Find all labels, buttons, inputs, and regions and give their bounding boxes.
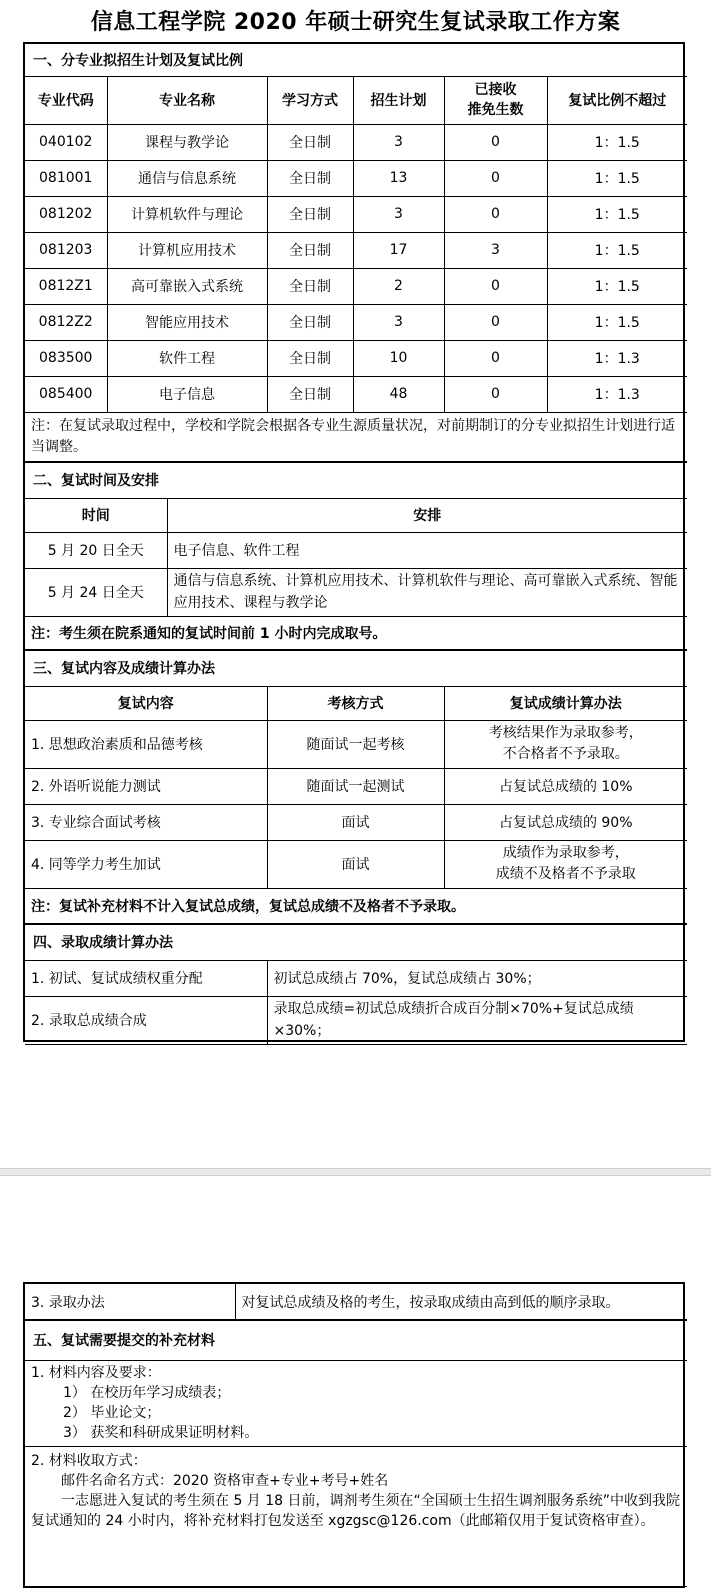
col-header-time: 时间 bbox=[25, 498, 167, 532]
cell-ratio: 1：1.5 bbox=[547, 196, 687, 232]
cell-content: 1. 思想政治素质和品德考核 bbox=[25, 720, 267, 768]
cell-calc: 占复试总成绩的 90% bbox=[444, 804, 687, 840]
cell-mode: 全日制 bbox=[267, 232, 353, 268]
table-row bbox=[25, 960, 687, 996]
col-header-name: 专业名称 bbox=[107, 76, 267, 124]
cell-name: 电子信息 bbox=[107, 376, 267, 412]
header-recommend-line2: 推免生数 bbox=[467, 102, 524, 118]
collect-title: 2. 材料收取方式： bbox=[31, 1452, 147, 1469]
cell-mode: 全日制 bbox=[267, 268, 353, 304]
plan-table bbox=[25, 44, 687, 1045]
materials-table-box bbox=[23, 1282, 685, 1588]
col-header-ratio: 复试比例不超过 bbox=[547, 76, 687, 124]
cell-name: 智能应用技术 bbox=[107, 304, 267, 340]
cell-code: 0812Z2 bbox=[25, 304, 107, 340]
page-title: 信息工程学院 2020 年硕士研究生复试录取工作方案 bbox=[90, 10, 621, 35]
col-header-arrangement: 安排 bbox=[167, 498, 687, 532]
collect-method bbox=[25, 1446, 687, 1586]
cell-method: 面试 bbox=[267, 804, 444, 840]
table-row bbox=[25, 232, 687, 268]
cell-code: 085400 bbox=[25, 376, 107, 412]
cell-ratio: 1：1.3 bbox=[547, 340, 687, 376]
cell-mode: 全日制 bbox=[267, 124, 353, 160]
cell-time: 5 月 20 日全天 bbox=[25, 532, 167, 568]
cell-code: 0812Z1 bbox=[25, 268, 107, 304]
col-header-mode: 学习方式 bbox=[267, 76, 353, 124]
cell-code: 081202 bbox=[25, 196, 107, 232]
list-item: 2） 毕业论文； bbox=[63, 1405, 161, 1421]
collect-instructions: 一志愿进入复试的考生须在 5 月 18 日前，调剂考生须在“全国硕士生招生调剂服务系统”中收到我院复试通知的 24 小时内，将补充材料打包发送至 xgzgsc@126.com（此邮箱仅用于复试资格审查）。 bbox=[31, 1492, 681, 1529]
calc-line: 考核结果作为录取参考， bbox=[488, 725, 643, 741]
calc-line: 成绩不及格者不予录取 bbox=[495, 866, 636, 882]
cell-ratio: 1：1.5 bbox=[547, 304, 687, 340]
col-header-code: 专业代码 bbox=[25, 76, 107, 124]
table-row bbox=[25, 340, 687, 376]
cell-name: 课程与教学论 bbox=[107, 124, 267, 160]
cell-plan: 3 bbox=[353, 196, 444, 232]
materials-title: 1. 材料内容及要求： bbox=[31, 1365, 161, 1381]
cell-name: 高可靠嵌入式系统 bbox=[107, 268, 267, 304]
table-row bbox=[25, 160, 687, 196]
cell-ratio: 1：1.5 bbox=[547, 268, 687, 304]
page-break bbox=[0, 1168, 711, 1176]
cell-mode: 全日制 bbox=[267, 196, 353, 232]
cell-recommended: 0 bbox=[444, 124, 547, 160]
cell-plan: 10 bbox=[353, 340, 444, 376]
cell-desc: 对复试总成绩及格的考生，按录取成绩由高到低的顺序录取。 bbox=[235, 1284, 687, 1320]
table-row bbox=[25, 304, 687, 340]
cell-recommended: 0 bbox=[444, 268, 547, 304]
cell-method: 随面试一起考核 bbox=[267, 720, 444, 768]
cell-content: 2. 外语听说能力测试 bbox=[25, 768, 267, 804]
cell-desc: 录取总成绩=初试总成绩折合成百分制×70%+复试总成绩×30%； bbox=[267, 996, 687, 1044]
cell-code: 081001 bbox=[25, 160, 107, 196]
col-header-recommended bbox=[444, 76, 547, 124]
cell-recommended: 0 bbox=[444, 304, 547, 340]
cell-desc: 初试总成绩占 70%，复试总成绩占 30%； bbox=[267, 960, 687, 996]
table-row bbox=[25, 376, 687, 412]
cell-name: 软件工程 bbox=[107, 340, 267, 376]
cell-name: 计算机应用技术 bbox=[107, 232, 267, 268]
cell-plan: 2 bbox=[353, 268, 444, 304]
cell-plan: 48 bbox=[353, 376, 444, 412]
cell-plan: 17 bbox=[353, 232, 444, 268]
table-row bbox=[25, 196, 687, 232]
cell-mode: 全日制 bbox=[267, 304, 353, 340]
document-page-2 bbox=[0, 1176, 711, 1590]
table-row bbox=[25, 1284, 687, 1320]
col-header-method: 考核方式 bbox=[267, 686, 444, 720]
cell-ratio: 1：1.5 bbox=[547, 160, 687, 196]
section3-note: 注：复试补充材料不计入复试总成绩，复试总成绩不及格者不予录取。 bbox=[25, 888, 687, 924]
col-header-content: 复试内容 bbox=[25, 686, 267, 720]
col-header-plan: 招生计划 bbox=[353, 76, 444, 124]
table-row bbox=[25, 720, 687, 768]
col-header-calc: 复试成绩计算办法 bbox=[444, 686, 687, 720]
cell-method: 随面试一起测试 bbox=[267, 768, 444, 804]
cell-code: 083500 bbox=[25, 340, 107, 376]
cell-calc: 占复试总成绩的 10% bbox=[444, 768, 687, 804]
plan-table-box bbox=[23, 42, 685, 1042]
calc-line: 不合格者不予录取。 bbox=[502, 746, 629, 762]
cell-time: 5 月 24 日全天 bbox=[25, 568, 167, 616]
cell-recommended: 0 bbox=[444, 160, 547, 196]
section4-heading: 四、录取成绩计算办法 bbox=[25, 924, 687, 960]
materials-list bbox=[25, 1360, 687, 1446]
cell-plan: 3 bbox=[353, 304, 444, 340]
cell-arrangement: 通信与信息系统、计算机应用技术、计算机软件与理论、高可靠嵌入式系统、智能应用技术、课程与教学论 bbox=[167, 568, 687, 616]
cell-calc bbox=[444, 840, 687, 888]
cell-code: 081203 bbox=[25, 232, 107, 268]
table-row bbox=[25, 840, 687, 888]
cell-recommended: 3 bbox=[444, 232, 547, 268]
cell-name: 通信与信息系统 bbox=[107, 160, 267, 196]
cell-arrangement: 电子信息、软件工程 bbox=[167, 532, 687, 568]
cell-item: 2. 录取总成绩合成 bbox=[25, 996, 267, 1044]
materials-table bbox=[25, 1284, 687, 1587]
section2-heading: 二、复试时间及安排 bbox=[25, 462, 687, 498]
cell-name: 计算机软件与理论 bbox=[107, 196, 267, 232]
cell-item: 3. 录取办法 bbox=[25, 1284, 235, 1320]
cell-code: 040102 bbox=[25, 124, 107, 160]
collect-naming: 邮件名命名方式：2020 资格审查+专业+考号+姓名 bbox=[61, 1472, 389, 1489]
calc-line: 成绩作为录取参考， bbox=[502, 845, 629, 861]
list-item: 1） 在校历年学习成绩表； bbox=[63, 1385, 231, 1401]
cell-mode: 全日制 bbox=[267, 340, 353, 376]
cell-item: 1. 初试、复试成绩权重分配 bbox=[25, 960, 267, 996]
cell-ratio: 1：1.3 bbox=[547, 376, 687, 412]
table-row bbox=[25, 268, 687, 304]
cell-mode: 全日制 bbox=[267, 376, 353, 412]
list-item: 3） 获奖和科研成果证明材料。 bbox=[63, 1425, 259, 1441]
header-recommend-line1: 已接收 bbox=[474, 82, 517, 98]
table-row bbox=[25, 568, 687, 616]
cell-plan: 13 bbox=[353, 160, 444, 196]
cell-ratio: 1：1.5 bbox=[547, 124, 687, 160]
cell-content: 4. 同等学力考生加试 bbox=[25, 840, 267, 888]
cell-recommended: 0 bbox=[444, 376, 547, 412]
section1-note: 注：在复试录取过程中，学校和学院会根据各专业生源质量状况，对前期制订的分专业拟招生计划进行适当调整。 bbox=[25, 412, 687, 462]
section3-heading: 三、复试内容及成绩计算办法 bbox=[25, 650, 687, 686]
cell-calc bbox=[444, 720, 687, 768]
table-row bbox=[25, 996, 687, 1044]
section5-heading: 五、复试需要提交的补充材料 bbox=[25, 1320, 687, 1360]
section1-heading: 一、分专业拟招生计划及复试比例 bbox=[25, 44, 687, 76]
cell-content: 3. 专业综合面试考核 bbox=[25, 804, 267, 840]
cell-recommended: 0 bbox=[444, 340, 547, 376]
cell-plan: 3 bbox=[353, 124, 444, 160]
table-row bbox=[25, 124, 687, 160]
table-row bbox=[25, 768, 687, 804]
cell-method: 面试 bbox=[267, 840, 444, 888]
table-row bbox=[25, 804, 687, 840]
cell-ratio: 1：1.5 bbox=[547, 232, 687, 268]
cell-recommended: 0 bbox=[444, 196, 547, 232]
table-row bbox=[25, 532, 687, 568]
section2-note: 注：考生须在院系通知的复试时间前 1 小时内完成取号。 bbox=[25, 616, 687, 650]
cell-mode: 全日制 bbox=[267, 160, 353, 196]
